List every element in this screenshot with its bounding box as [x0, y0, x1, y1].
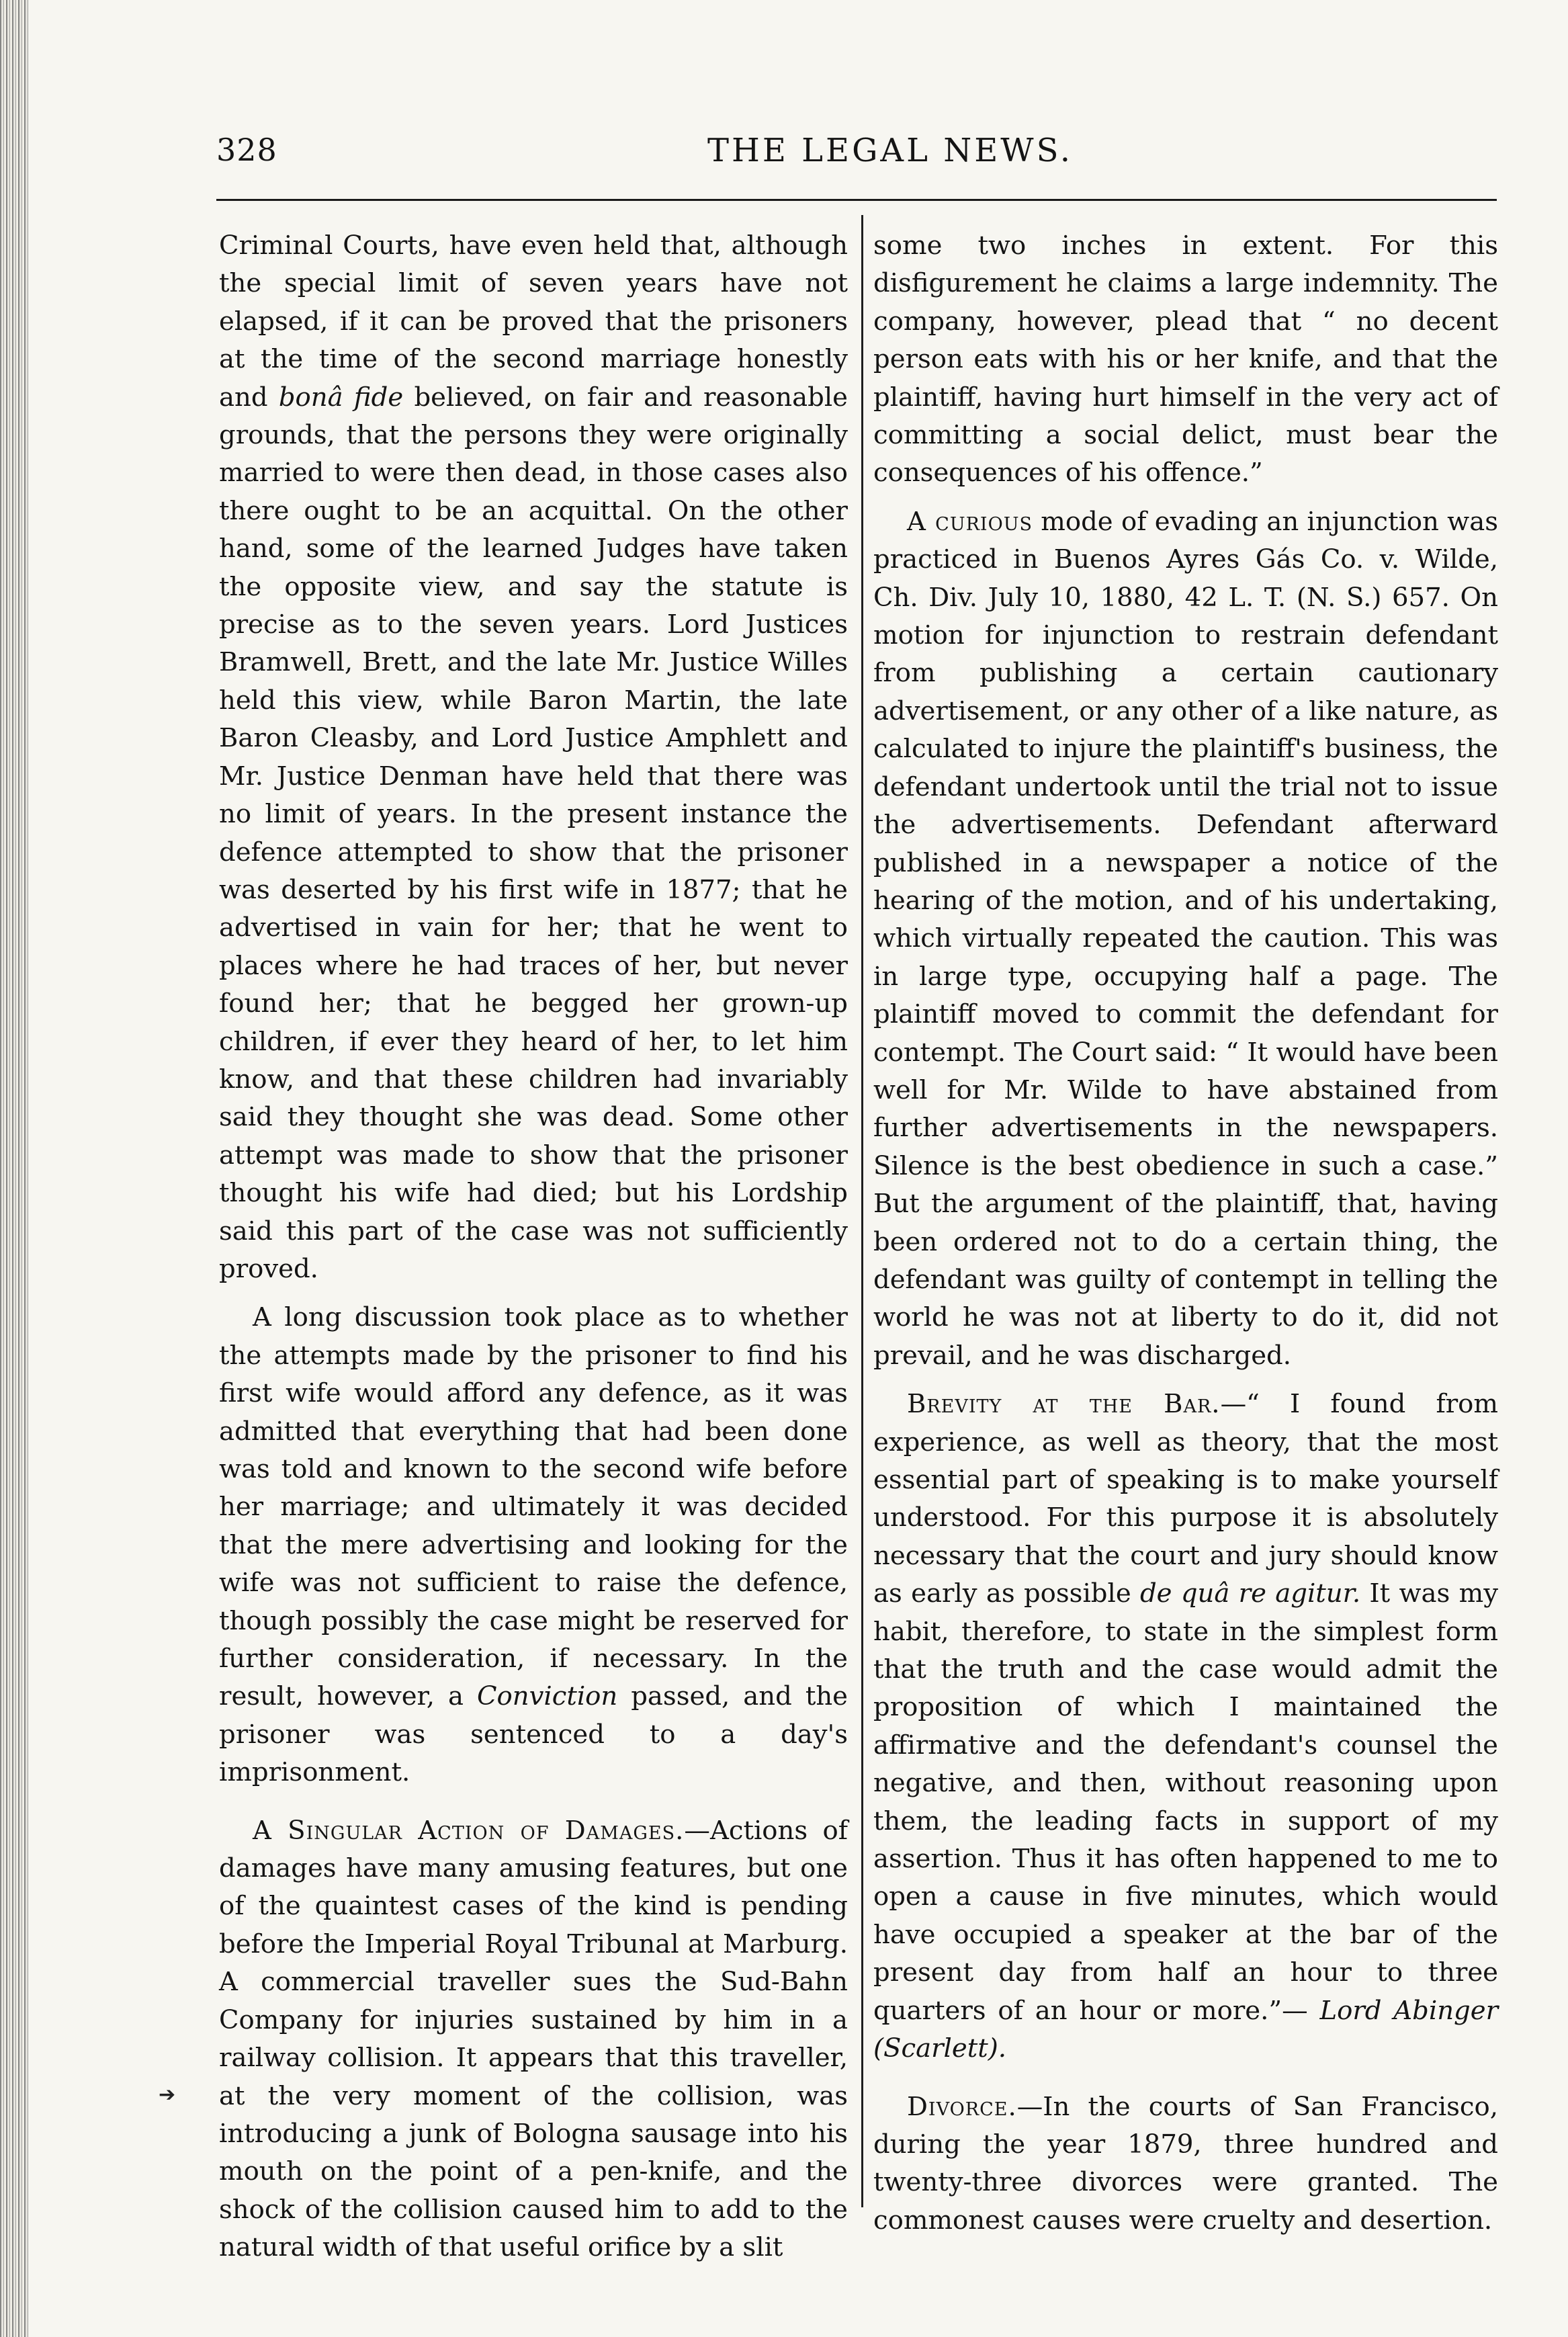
paragraph-disfigurement	[873, 227, 1498, 493]
running-title: THE LEGAL NEWS.	[707, 132, 1074, 169]
page-binding-edge	[0, 0, 28, 2337]
right-column	[873, 227, 1498, 2240]
text-run: mode of evading an injunction was practiced in Buenos Ayres Gás Co. v. Wilde, Ch. Div. July 10, 1880, 42 L. T. (N. S.) 657. On motion for injunction to restrain defendant from publishing a certain cautionary advertisement, or any other of a like nature, as calculated to injure the plaintiff's business, the defendant undertook until the trial not to issue the advertisements. Defendant afterward published in a newspaper a notice of the hearing of the motion, and of his undertaking, which virtually repeated the caution. This was in large type, occupying half a page. The plaintiff moved to commit the defendant for contempt. The Court said: “ It would have been well for Mr. Wilde to have abstained from further advertisements in the newspapers. Silence is the best obedience in such a case.” But the argument of the plaintiff, that, having been ordered not to do a certain thing, the defendant was guilty of contempt in telling the world he was not at liberty to do it, did not prevail, and he was discharged.	[873, 506, 1498, 1371]
paragraph-singular-action	[219, 1812, 848, 2267]
italic-run: bonâ fide	[278, 382, 404, 413]
text-run: A long discussion took place as to whether the attempts made by the prisoner to find his first wife would afford any defence, as it was admitted that everything that had been done was told and known to the second wife before her marriage; and ultimately it was decided that the mere advertising and looking for the wife was not sufficient to raise the defence, though possibly the case might be reserved for further consideration, if necessary. In the result, however, a	[219, 1302, 848, 1712]
margin-mark: ➔	[159, 2083, 176, 2107]
paragraph-bigamy-continued	[219, 227, 848, 1288]
text-run: Criminal Courts, have even held that, although the special limit of seven years have not elapsed, if it can be proved that the prisoners at the time of the second marriage honestly and	[219, 230, 848, 413]
paragraph-long-discussion	[219, 1299, 848, 1791]
header-rule	[216, 199, 1497, 201]
italic-run: Conviction	[477, 1681, 618, 1712]
paragraph-brevity	[873, 1386, 1498, 2068]
text-run: believed, on fair and reasonable grounds, that the persons they were originally married to were then dead, in those cases also there ought to be an acquittal. On the other hand, some of the learned Judges have taken the opposite view, and say the statute is precise as to the seven years. Lord Justices Bramwell, Brett, and the late Mr. Justice Willes held this view, while Baron Martin, the late Baron Cleasby, and Lord Justice Amphlett and Mr. Justice Denman have held that there was no limit of years. In the present instance the defence attempted to show that the prisoner was deserted by his first wife in 1877; that he advertised in vain for her; that he went to places where he had traces of her, but never found her; that he begged her grown-up children, if ever they heard of her, to let him know, and that these children had invariably said they thought she was dead. Some other attempt was made to show that the prisoner thought his wife had died; but his Lordship said this part of the case was not sufficiently proved.	[219, 382, 848, 1284]
paragraph-divorce	[873, 2088, 1498, 2240]
left-column	[219, 227, 848, 2267]
text-run: It was my habit, therefore, to state in the simplest form that the truth and the case would admit the proposition of which I maintained the affirmative and the defendant's counsel the negative, and then, without reasoning upon them, the leading facts in support of my assertion. Thus it has often happened to me to open a cause in five minutes, which would have occupied a speaker at the bar of the present day from half an hour to three quarters of an hour or more.”—	[873, 1578, 1498, 2026]
page-number: 328	[216, 132, 277, 168]
text-run: —“ I found from experience, as well as theory, that the most essential part of speaking is to make yourself understood. For this purpose it is absolutely necessary that the court and jury should know as early as possible	[873, 1389, 1498, 1609]
text-run: —In the courts of San Francisco, during the year 1879, three hundred and twenty-three divorces were granted. The commonest causes were cruelty and desertion.	[873, 2091, 1498, 2236]
text-run: passed, and the prisoner was sentenced to a day's imprisonment.	[219, 1681, 848, 1788]
column-divider	[861, 215, 863, 2207]
attribution: Lord Abinger (Scarlett).	[873, 1995, 1499, 2064]
section-heading: Brevity at the Bar.	[907, 1389, 1221, 1420]
paragraph-injunction	[873, 503, 1498, 1375]
page-header	[216, 132, 1497, 179]
section-heading: Divorce.	[907, 2091, 1017, 2122]
italic-run: de quâ re agitur.	[1139, 1578, 1361, 1609]
text-run: —Actions of damages have many amusing features, but one of the quaintest cases of the kind is pending before the Imperial Royal Tribunal at Marburg. A commercial traveller sues the Sud-Bahn Company for injuries sustained by him in a railway collision. It appears that this traveller, at the very moment of the collision, was introducing a junk of Bologna sausage into his mouth on the point of a pen-knife, and the shock of the collision caused him to add to the natural width of that useful orifice by a slit	[219, 1815, 848, 2263]
text-run: some two inches in extent. For this disfigurement he claims a large indemnity. The company, however, plead that “ no decent person eats with his or her knife, and that the plaintiff, having hurt himself in the very act of committing a social delict, must bear the consequences of his offence.”	[873, 230, 1498, 488]
section-heading: A Singular Action of Damages.	[253, 1815, 685, 1846]
lead-words: A curious	[907, 506, 1033, 537]
